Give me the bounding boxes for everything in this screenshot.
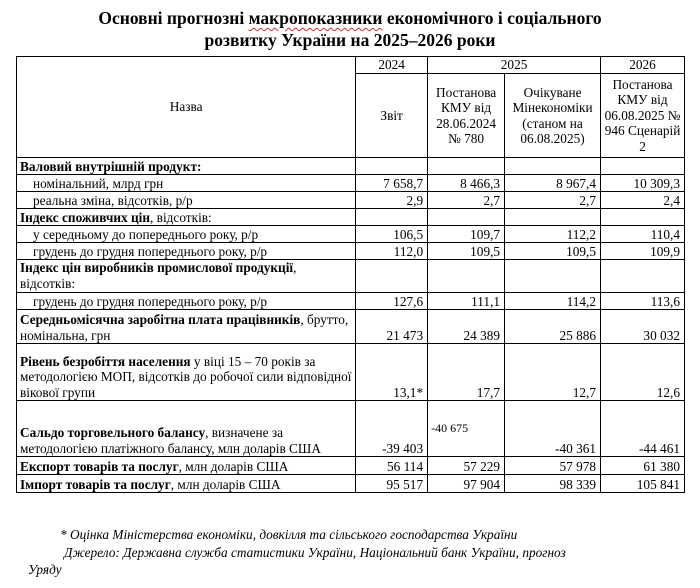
row-label-rest: , визначене за методологією платіжного балансу, млн доларів США xyxy=(20,425,321,456)
header-kmu-780: Постанова КМУ від 28.06.2024 № 780 xyxy=(428,74,505,158)
row-label xyxy=(17,209,356,226)
cell-value: 2,4 xyxy=(601,192,685,209)
header-report: Звіт xyxy=(356,74,428,158)
cell-value: 12,6 xyxy=(601,344,685,401)
title-line-2: розвитку України на 2025–2026 роки xyxy=(204,30,496,50)
row-label xyxy=(17,260,356,293)
row-label xyxy=(17,475,356,493)
row-label-bold: Імпорт товарів та послуг xyxy=(20,476,171,492)
cell-value: 21 473 xyxy=(356,310,428,344)
cell-value: 111,1 xyxy=(428,293,505,310)
cell-value: 8 967,4 xyxy=(505,175,601,192)
footnote-source-cont: Уряду xyxy=(28,562,62,577)
row-label xyxy=(17,401,356,457)
cell-value: -39 403 xyxy=(356,401,428,457)
cell-value: 12,7 xyxy=(505,344,601,401)
cell-value: 25 886 xyxy=(505,310,601,344)
forecast-table xyxy=(16,56,685,493)
table-row xyxy=(17,260,685,293)
title-part: Основні прогнозні xyxy=(98,8,249,28)
cell-value: 110,4 xyxy=(601,226,685,243)
cell-value: -40 675 xyxy=(428,401,505,457)
row-label: Валовий внутрішній продукт: xyxy=(17,158,356,175)
cell-value: 105 841 xyxy=(601,475,685,493)
cell-value: 61 380 xyxy=(601,457,685,475)
row-label-bold: Сальдо торговельного балансу xyxy=(20,425,206,440)
table-row xyxy=(17,192,685,209)
cell-value: 109,5 xyxy=(428,243,505,260)
table-row xyxy=(17,243,685,260)
cell-value: 2,7 xyxy=(428,192,505,209)
row-label-rest: , брутто, номінальна, грн xyxy=(20,312,349,343)
row-label-rest: , відсотків: xyxy=(20,260,297,291)
cell-value: 112,2 xyxy=(505,226,601,243)
row-label: грудень до грудня попереднього року, р/р xyxy=(17,243,356,260)
cell-value: 97 904 xyxy=(428,475,505,493)
title-part: економічного і соціального xyxy=(382,8,602,28)
cell-value: 2,7 xyxy=(505,192,601,209)
row-label: номінальний, млрд грн xyxy=(17,175,356,192)
table-row xyxy=(17,175,685,192)
table-row xyxy=(17,293,685,310)
cell-value: 98 339 xyxy=(505,475,601,493)
table-row xyxy=(17,209,685,226)
row-label-bold: Індекс цін виробників промислової продукції xyxy=(20,260,294,275)
cell-value: 13,1* xyxy=(356,344,428,401)
cell-value: 109,7 xyxy=(428,226,505,243)
table-row xyxy=(17,310,685,344)
row-label-bold: Рівень безробіття населення xyxy=(20,353,191,369)
cell-value: 112,0 xyxy=(356,243,428,260)
cell-value: -40 361 xyxy=(505,401,601,457)
table-row xyxy=(17,344,685,401)
cell-value: 127,6 xyxy=(356,293,428,310)
row-label xyxy=(17,344,356,401)
title-line-1 xyxy=(0,7,700,29)
row-label: реальна зміна, відсотків, р/р xyxy=(17,192,356,209)
header-name: Назва xyxy=(17,57,356,158)
cell-value: 109,9 xyxy=(601,243,685,260)
footnote-estimate: * Оцінка Міністерства економіки, довкілля та сільського господарства України xyxy=(60,527,518,542)
row-label xyxy=(17,310,356,344)
row-label-rest: , відсотків: xyxy=(150,209,212,225)
table-row xyxy=(17,226,685,243)
title-spellcheck-word: макропоказники xyxy=(248,8,383,28)
row-label-bold: Експорт товарів та послуг xyxy=(20,458,179,474)
table-row xyxy=(17,457,685,475)
table-row xyxy=(17,475,685,493)
row-label-rest: , млн доларів США xyxy=(170,476,281,492)
cell-value: 7 658,7 xyxy=(356,175,428,192)
header-year-2024: 2024 xyxy=(356,57,428,74)
cell-value: 10 309,3 xyxy=(601,175,685,192)
cell-value: 109,5 xyxy=(505,243,601,260)
header-kmu-946: Постанова КМУ від 06.08.2025 № 946 Сценарій 2 xyxy=(601,74,685,158)
row-label-rest: , млн доларів США xyxy=(178,458,289,474)
header-ministry-expected: Очікуване Мінекономіки (станом на 06.08.2025) xyxy=(505,74,601,158)
cell-value: 8 466,3 xyxy=(428,175,505,192)
table-row xyxy=(17,401,685,457)
header-year-2025: 2025 xyxy=(428,57,601,74)
cell-value: -44 461 xyxy=(601,401,685,457)
cell-value: 57 978 xyxy=(505,457,601,475)
footnote-source: Джерело: Державна служба статистики України, Національний банк України, прогноз xyxy=(64,544,566,560)
cell-value: 2,9 xyxy=(356,192,428,209)
footnotes xyxy=(28,526,676,579)
row-label-bold: Індекс споживчих цін xyxy=(20,209,151,225)
cell-value: 30 032 xyxy=(601,310,685,344)
row-label: грудень до грудня попереднього року, р/р xyxy=(17,293,356,310)
cell-value: 24 389 xyxy=(428,310,505,344)
cell-value: 106,5 xyxy=(356,226,428,243)
row-label-bold: Середньомісячна заробітна плата працівників xyxy=(20,312,301,327)
page-title xyxy=(0,7,700,51)
table-row xyxy=(17,158,685,175)
row-label xyxy=(17,457,356,475)
cell-value: 57 229 xyxy=(428,457,505,475)
cell-value: 95 517 xyxy=(356,475,428,493)
row-label-rest: у віці 15 – 70 років за методологією МОП, відсотків до робочої сили відповідної вікової групи xyxy=(20,353,352,400)
cell-value: 113,6 xyxy=(601,293,685,310)
cell-value: 56 114 xyxy=(356,457,428,475)
cell-value: 17,7 xyxy=(428,344,505,401)
cell-value: 114,2 xyxy=(505,293,601,310)
row-label: у середньому до попереднього року, р/р xyxy=(17,226,356,243)
header-year-2026: 2026 xyxy=(601,57,685,74)
